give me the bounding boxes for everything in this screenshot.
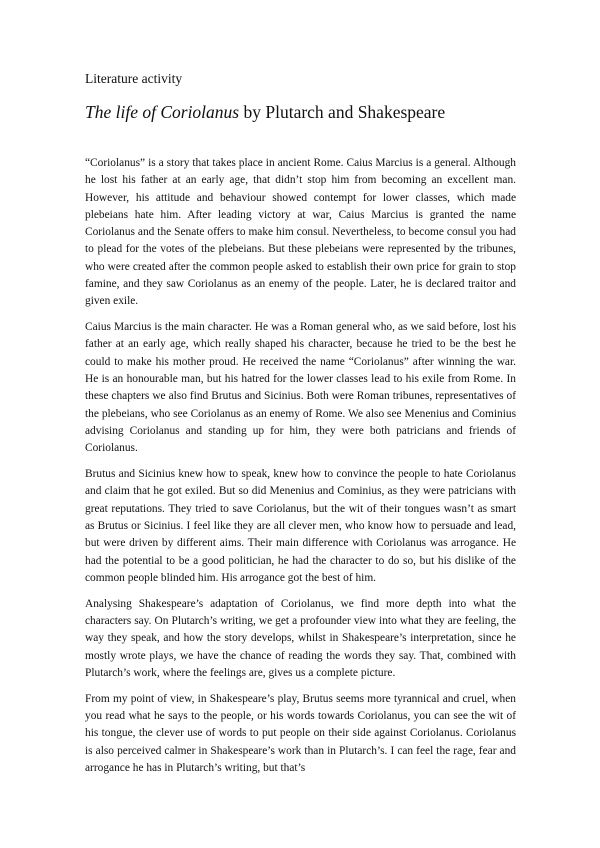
title-authors: by Plutarch and Shakespeare — [239, 102, 446, 122]
document-title — [85, 102, 445, 122]
title-work-name: The life of Coriolanus — [85, 102, 240, 122]
section-label: Literature activity — [85, 71, 183, 86]
paragraph-opinion: From my point of view, in Shakespeare’s play, Brutus seems more tyrannical and cruel, when you read what he says to the people, or his words towards Coriolanus, you can see the wit of his tongue, the clever use of words to put people on their side against Coriolanus. Coriolanus is also perceived calmer in Shakespeare’s work than in Plutarch’s. I can feel the rage, fear and arrogance he has in Plutarch’s writing, but that’s — [85, 692, 516, 774]
paragraph-tribunes: Brutus and Sicinius knew how to speak, knew how to convince the people to hate Coriolanus and claim that he got exiled. But so did Menenius and Cominius, as they were patricians with great reputations. They tried to save Coriolanus, but the wit of their tongues wasn’t as smart as Brutus or Sicinius. I feel like they are all clever men, who know how to persuade and lead, but were driven by different aims. Their main difference with Coriolanus was arrogance. He had the potential to be a good politician, he had the character to do so, but his dislike of the common people blinded him. His arrogance got the best of him. — [85, 468, 516, 584]
essay-body — [85, 155, 516, 786]
paragraph-main-character: Caius Marcius is the main character. He was a Roman general who, as we said before, lost his father at an early age, which really shaped his character, because he tried to be the best he could to make his mother proud. He received the name “Coriolanus” after winning the war. He is an honourable man, but his hatred for the lower classes lead to his exile from Rome. In these chapters we also find Brutus and Sicinius. Both were Roman tribunes, representatives of the plebeians, who see Coriolanus as an enemy of Rome. We also see Menenius and Cominius advising Coriolanus and standing up for him, they were both patricians and friends of Coriolanus. — [85, 321, 516, 455]
paragraph-summary: “Coriolanus” is a story that takes place in ancient Rome. Caius Marcius is a general. Although he lost his father at an early age, that didn’t stop him from becoming an excellent man. However, his attitude and behaviour showed contempt for lower classes, which made plebeians hate him. After leading victory at war, Caius Marcius is granted the name Coriolanus and the Senate offers to make him consul. Nevertheless, to become consul you had to plead for the votes of the plebeians. But these plebeians were represented by the tribunes, who were created after the common people asked to establish their own price for grain to stop famine, and they saw Coriolanus as an enemy of the people. Later, he is declared traitor and given exile. — [85, 157, 516, 308]
paragraph-adaptation: Analysing Shakespeare’s adaptation of Coriolanus, we find more depth into what the characters say. On Plutarch’s writing, we get a profounder view into what they are feeling, the way they speak, and how the story develops, whilst in Shakespeare’s interpretation, since he mostly wrote plays, we have the chance of reading the words they say. That, combined with Plutarch’s work, where the feelings are, gives us a complete picture. — [85, 597, 516, 679]
